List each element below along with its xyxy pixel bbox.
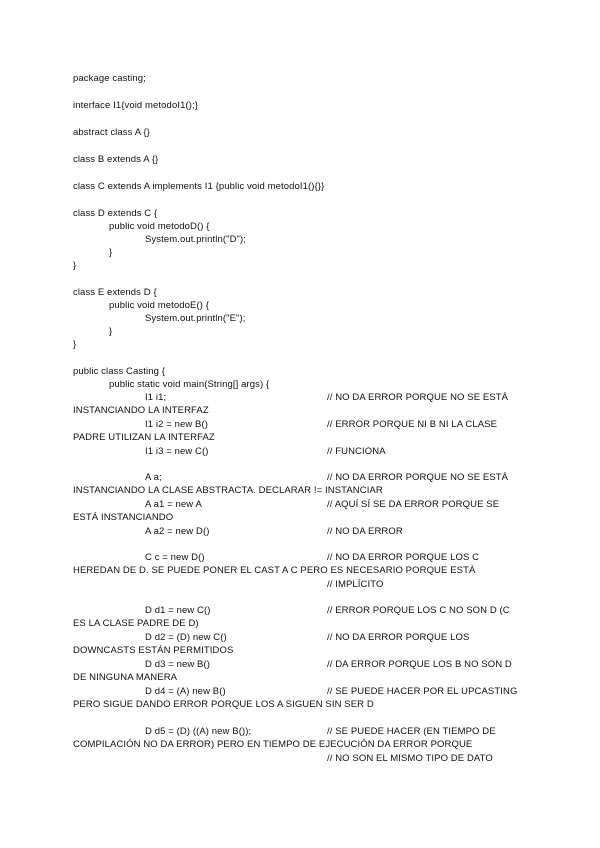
code-statement: I1 i1;	[145, 392, 167, 403]
code-line: interface I1{void metodoI1();}	[73, 100, 198, 111]
code-statement: C c = new D()	[145, 552, 205, 563]
code-statement: A a1 = new A	[145, 499, 202, 510]
comment-wrap: COMPILACIÓN NO DA ERROR) PERO EN TIEMPO DE EJECUCIÓN DA ERROR PORQUE	[73, 739, 473, 750]
code-statement: I1 i2 = new B()	[145, 419, 209, 430]
code-statement: I1 i3 = new C()	[145, 446, 209, 457]
code-comment: // ERROR PORQUE LOS C NO SON D (C	[327, 605, 510, 616]
code-statement: D d1 = new C()	[145, 605, 211, 616]
comment-wrap: DOWNCASTS ESTÁN PERMITIDOS	[73, 645, 234, 656]
comment-wrap: HEREDAN DE D. SE PUEDE PONER EL CAST A C PERO ES NECESARIO PORQUE ESTÁ	[73, 565, 476, 576]
code-comment: // FUNCIONA	[327, 446, 386, 457]
comment-wrap: INSTANCIANDO LA CLASE ABSTRACTA. DECLARAR != INSTANCIAR	[73, 485, 383, 496]
code-line: System.out.println("D");	[145, 234, 247, 245]
code-line: abstract class A {}	[73, 127, 150, 138]
code-comment: // NO DA ERROR PORQUE LOS	[327, 632, 470, 643]
code-line: }	[73, 260, 77, 271]
code-statement: D d3 = new B()	[145, 659, 211, 670]
comment-wrap: ESTÁ INSTANCIANDO	[73, 512, 174, 523]
code-line: class C extends A implements I1 {public void metodoI1(){}}	[73, 181, 325, 192]
code-line: public void metodoD() {	[109, 221, 210, 232]
code-statement: A a;	[145, 472, 162, 483]
code-line: class B extends A {}	[73, 154, 159, 165]
comment-wrap: ES LA CLASE PADRE DE D)	[73, 618, 199, 629]
code-line: class D extends C {	[73, 208, 158, 219]
code-comment: // ERROR PORQUE NI B NI LA CLASE	[327, 419, 498, 430]
code-comment: // NO DA ERROR PORQUE NO SE ESTÁ	[327, 392, 509, 403]
code-line: public class Casting {	[73, 366, 165, 377]
code-statement: D d5 = (D) ((A) new B());	[145, 726, 252, 737]
code-line: }	[73, 339, 77, 350]
code-comment: // NO DA ERROR PORQUE NO SE ESTÁ	[327, 472, 509, 483]
code-line: System.out.println("E");	[145, 313, 246, 324]
code-comment: // AQUÍ SÍ SE DA ERROR PORQUE SE	[327, 499, 500, 510]
code-comment: // IMPLÍCITO	[327, 579, 384, 590]
code-statement: A a2 = new D()	[145, 526, 210, 537]
code-line: public void metodoE() {	[109, 300, 209, 311]
comment-wrap: PADRE UTILIZAN LA INTERFAZ	[73, 432, 215, 443]
code-comment: // NO SON EL MISMO TIPO DE DATO	[327, 753, 493, 764]
code-line: }	[109, 247, 113, 258]
comment-wrap: PERO SIGUE DANDO ERROR PORQUE LOS A SIGUEN SIN SER D	[73, 699, 374, 710]
code-line: class E extends D {	[73, 287, 157, 298]
code-comment: // SE PUEDE HACER (EN TIEMPO DE	[327, 726, 496, 737]
code-comment: // NO DA ERROR PORQUE LOS C	[327, 552, 480, 563]
code-line: public static void main(String[] args) {	[109, 379, 270, 390]
comment-wrap: INSTANCIANDO LA INTERFAZ	[73, 405, 209, 416]
comment-wrap: DE NINGUNA MANERA	[73, 672, 178, 683]
code-statement: D d4 = (A) new B()	[145, 686, 226, 697]
code-statement: D d2 = (D) new C()	[145, 632, 227, 643]
code-comment: // DA ERROR PORQUE LOS B NO SON D	[327, 659, 512, 670]
code-comment: // SE PUEDE HACER POR EL UPCASTING	[327, 686, 518, 697]
code-line: package casting;	[73, 73, 146, 84]
code-line: }	[109, 326, 113, 337]
code-comment: // NO DA ERROR	[327, 526, 403, 537]
